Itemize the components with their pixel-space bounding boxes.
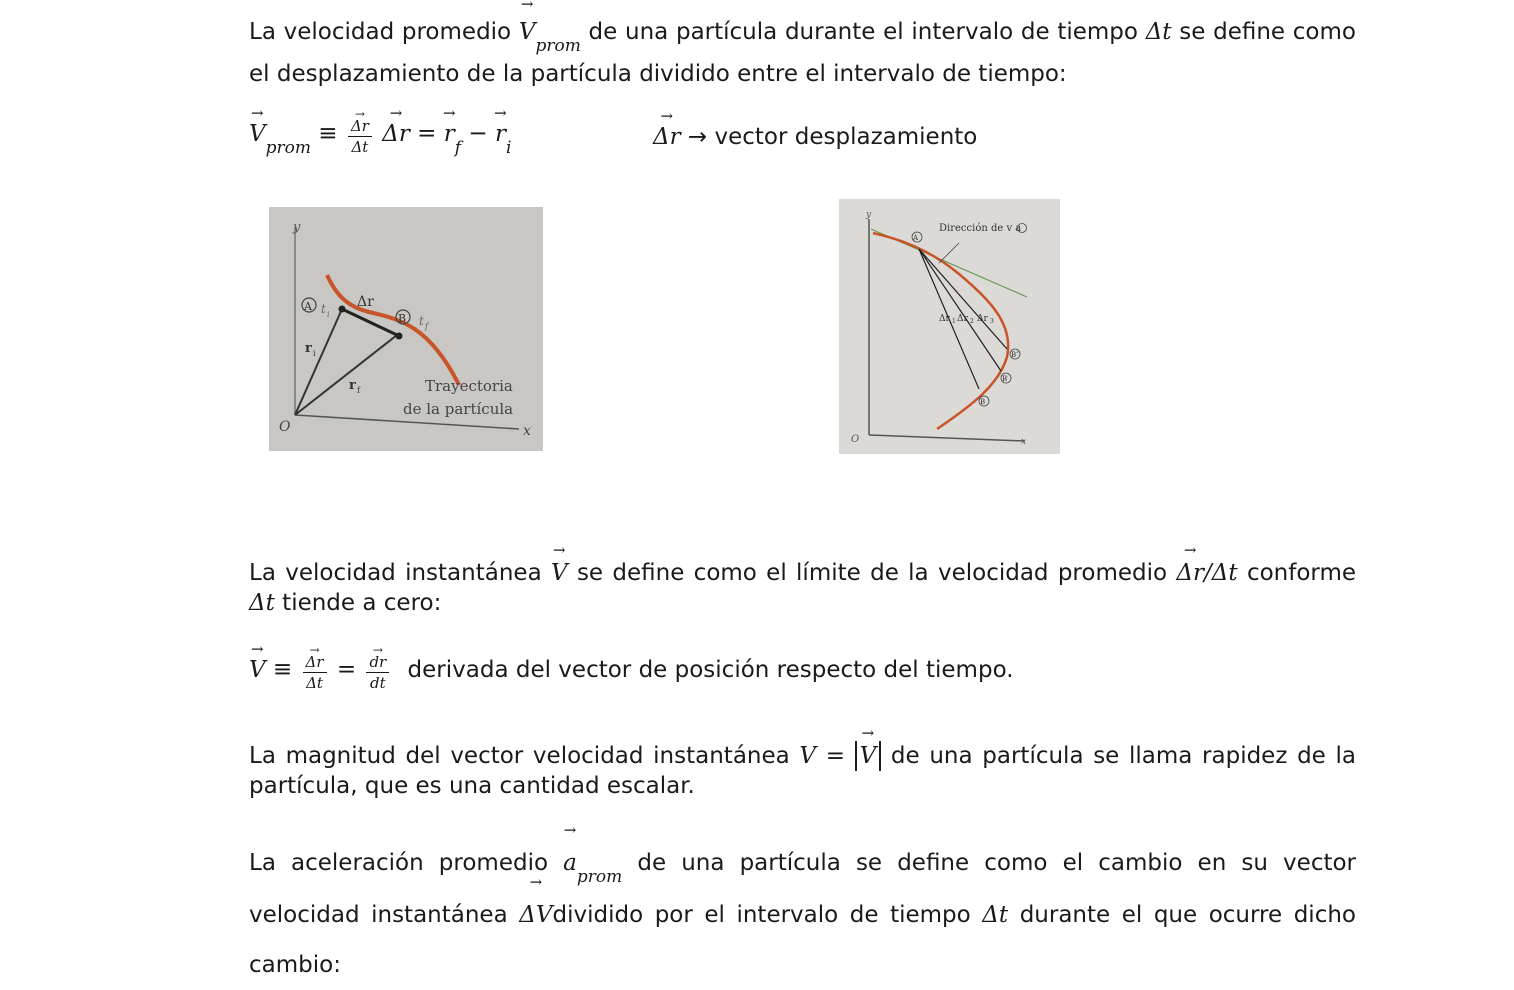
velocity-vector-symbol: → V <box>519 12 536 52</box>
paragraph-average-acceleration: La aceleración promedio → $a_{prom}$ de una partícula se define como el cambio en su vector velocidad instantánea → ΔVdividido por el intervalo de tiempo Δt durante el que ocurre dicho cambio: <box>249 838 1356 990</box>
svg-text:A: A <box>913 234 919 242</box>
limit-diagram <box>839 199 1060 454</box>
svg-text:O: O <box>851 434 860 445</box>
svg-text:x: x <box>1021 437 1027 447</box>
svg-text:r: r <box>305 341 312 356</box>
paragraph-speed: La magnitud del vector velocidad instantánea V = → V de una partícula se llama rapidez de la partícula, que es una cantidad escalar. <box>249 737 1356 801</box>
axis-y-label: y <box>293 220 301 235</box>
svg-text:3: 3 <box>990 318 994 325</box>
svg-text:Δr: Δr <box>939 314 950 324</box>
svg-text:y: y <box>866 210 872 220</box>
equation-instantaneous-velocity: → V ≡ → $\frac{\Delta r}{\Delta t}$ = → $\frac{dr}{dt}$ derivada del vector de posición respecto del tiempo. <box>249 648 1014 692</box>
displacement-note: → Δr → vector desplazamiento <box>653 124 977 150</box>
displacement-diagram <box>269 207 543 451</box>
svg-text:t: t <box>419 314 424 328</box>
delta-r-label: Δr <box>357 294 374 310</box>
svg-text:r: r <box>349 378 356 393</box>
svg-text:Δr: Δr <box>957 314 968 324</box>
figure-instantaneous-velocity <box>839 199 1060 454</box>
fraction-dr-dt: → $\frac{\Delta r}{\Delta t}$ <box>348 112 372 156</box>
point-a-label: A <box>304 300 312 313</box>
svg-text:f: f <box>357 386 360 395</box>
origin-label: O <box>279 419 291 435</box>
trajectory-caption-2: de la partícula <box>403 400 514 418</box>
svg-text:i: i <box>313 349 316 358</box>
svg-text:Δr: Δr <box>977 314 988 324</box>
fraction-dr-dt: → $\frac{\Delta r}{\Delta t}$ <box>303 648 327 692</box>
axis-x-label: x <box>523 423 531 439</box>
svg-text:2: 2 <box>970 318 974 325</box>
svg-text:t: t <box>321 302 326 316</box>
svg-text:B″: B″ <box>1011 351 1019 359</box>
equation-average-velocity: → $V_{prom}$ ≡ → $\frac{\Delta r}{\Delta t}$ → Δr = → $r_f$ − → $r_i$ <box>249 112 511 156</box>
paragraph-average-velocity: La velocidad promedio → $V_{prom}$ de una partícula durante el intervalo de tiempo Δt se define como el desplazamiento de la partícula dividido entre el intervalo de tiempo: <box>249 12 1356 94</box>
svg-text:i: i <box>327 310 330 319</box>
trajectory-caption: Trayectoria <box>425 377 513 395</box>
figure-displacement <box>269 207 543 451</box>
svg-text:1: 1 <box>952 318 956 325</box>
paragraph-instantaneous-velocity: La velocidad instantánea → V se define como el límite de la velocidad promedio → Δr/Δt conforme Δt tiende a cero: <box>249 558 1356 618</box>
point-b-label: B <box>398 312 407 325</box>
svg-text:f: f <box>425 322 428 331</box>
fraction-derivative: → $\frac{dr}{dt}$ <box>366 648 389 692</box>
svg-text:B′: B′ <box>1002 375 1009 383</box>
svg-text:B: B <box>980 398 986 406</box>
direction-label: Dirección de v a <box>939 223 1022 234</box>
